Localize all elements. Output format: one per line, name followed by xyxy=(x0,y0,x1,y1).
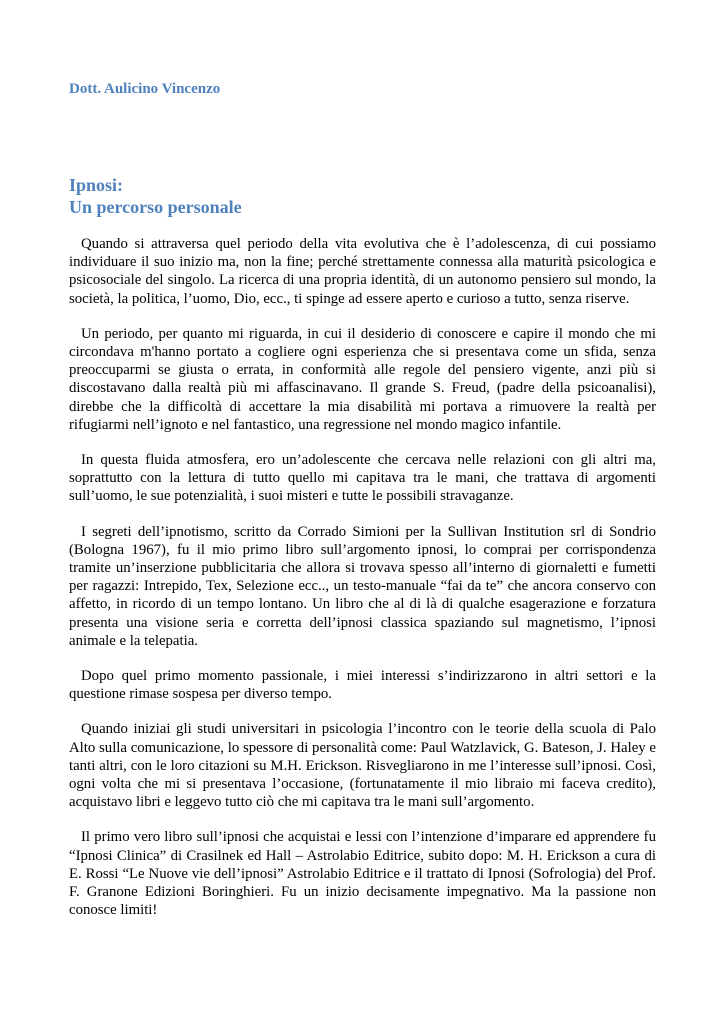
document-title xyxy=(69,174,242,218)
body-paragraph: Dopo quel primo momento passionale, i miei interessi s’indirizzarono in altri settori e la questione rimase sospesa per diverso tempo. xyxy=(69,668,656,703)
body-paragraph: Il primo vero libro sull’ipnosi che acquistai e lessi con l’intenzione d’imparare ed apprendere fu “Ipnosi Clinica” di Crasilnek ed Hall – Astrolabio Editrice, subito dopo: M. H. Erickson a cura di E. Rossi “Le Nuove vie dell’ipnosi” Astrolabio Editrice e il trattato di Ipnosi (Sofrologia) del Prof. F. Granone Edizioni Boringhieri. Fu un inizio decisamente impegnativo. Ma la passione non conosce limiti! xyxy=(69,829,656,919)
body-paragraph: Un periodo, per quanto mi riguarda, in cui il desiderio di conoscere e capire il mondo che mi circondava m'hanno portato a cogliere ogni esperienza che si presentava come un sfida, senza preoccuparmi se giusta o errata, in conformità alle regole del pensiero vigente, anzi più si discostavano dalla realtà più mi affascinavano. Il grande S. Freud, (padre della psicoanalisi), direbbe che la difficoltà di accettare la mia disabilità mi portava a rimuovere la realtà per rifugiarmi nell’ignoto e nel fantastico, una regressione nel mondo magico infantile. xyxy=(69,325,656,433)
title-line-2: Un percorso personale xyxy=(69,197,242,217)
body-paragraph: I segreti dell’ipnotismo, scritto da Corrado Simioni per la Sullivan Institution srl di Sondrio (Bologna 1967), fu il mio primo libro sull’argomento ipnosi, lo comprai per corrispondenza tramite un’inserzione pubblicitaria che allora si trovava spesso all’interno di giornaletti e fumetti per ragazzi: Intrepido, Tex, Selezione ecc.., un testo-manuale “fai da te” che ancora conservo con affetto, in ricordo di un tempo lontano. Un libro che al di là di qualche esagerazione e forzatura presenta una visione seria e corretta dell’ipnosi classica spaziando sul magnetismo, l’ipnosi animale e la telepatia. xyxy=(69,523,656,649)
author-name: Dott. Aulicino Vincenzo xyxy=(69,81,221,97)
body-paragraph: Quando si attraversa quel periodo della vita evolutiva che è l’adolescenza, di cui possiamo individuare il suo inizio ma, non la fine; perché strettamente connessa alla maturità psicologica e psicosociale del singolo. La ricerca di una propria identità, di un autonomo pensiero sul mondo, la società, la politica, l’uomo, Dio, ecc., ti spinge ad essere aperto e curioso a tutto, senza riserve. xyxy=(69,236,656,307)
body-paragraph: In questa fluida atmosfera, ero un’adolescente che cercava nelle relazioni con gli altri ma, soprattutto con la lettura di tutto quello mi capitava tra le mani, che trattava di argomenti sull’uomo, le sue potenzialità, i suoi misteri e tutte le possibili stravaganze. xyxy=(69,452,656,505)
document-body xyxy=(69,235,656,937)
title-line-1: Ipnosi: xyxy=(69,175,124,195)
body-paragraph: Quando iniziai gli studi universitari in psicologia l’incontro con le teorie della scuola di Palo Alto sulla comunicazione, lo spessore di personalità come: Paul Watzlavick, G. Bateson, J. Haley e tanti altri, con le loro citazioni su M.H. Erickson. Risvegliarono in me l’interesse sull’ipnosi. Così, ogni volta che mi si presentava l’occasione, (fortunatamente il mio libraio mi faceva credito), acquistavo libri e leggevo tutto ciò che mi capitava tra le mani sull’argomento. xyxy=(69,721,656,811)
